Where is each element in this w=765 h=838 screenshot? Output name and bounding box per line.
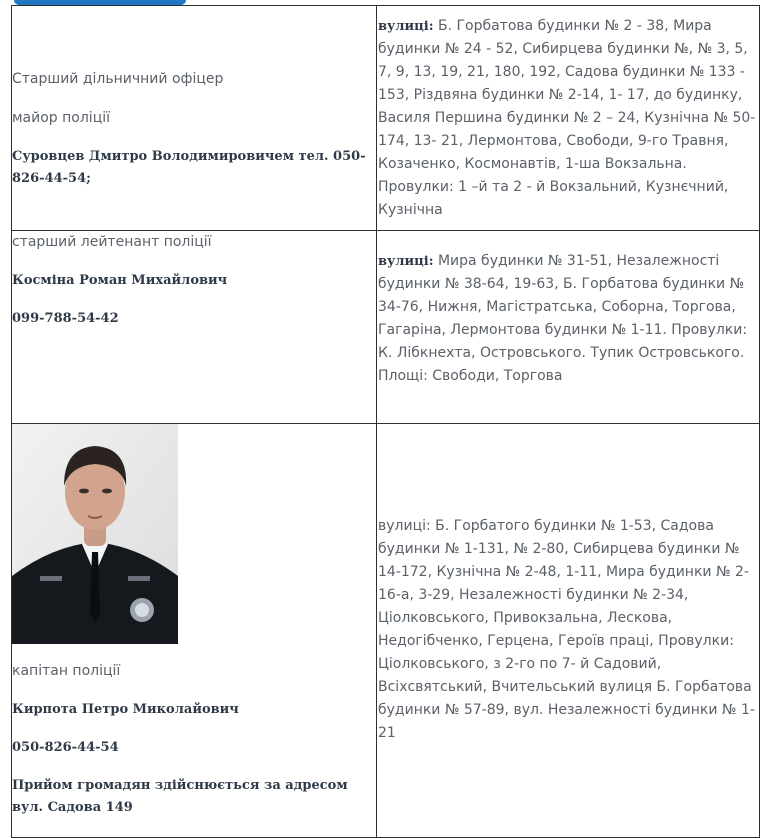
streets-cell — [377, 231, 760, 424]
officers-table — [11, 5, 760, 838]
streets-list: Мира будинки № 31-51, Незалежності будинки № 38-64, 19-63, Б. Горбатова будинки № 34-76, Нижня, Магістратська, Соборна, Торгова, Гагаріна, Лермонтова будинки № 1-11. Провулки: К. Лібкнехта, Островського. Тупик Островського. Площі: Свободи, Торгова — [378, 253, 748, 384]
streets-text: вулиці: Б. Горбатого будинки № 1-53, Садова будинки № 1-131, № 2-80, Сибирцева будинки № 14-172, Кузнічна № 2-48, 1-11, Мира будинки № 2-16-а, 3-29, Незалежності будинки № 2-34, Ціолковського, Привокзальна, Лескова, Недогібченко, Герцена, Героїв праці, Провулки: Ціолковського, з 2-го по 7- й Садовий, Всіхсвятський, Вчительський вулиця Б. Горбатова будинки № 57-89, вул. Незалежності будинки № 1-21 — [378, 517, 755, 741]
table-row — [12, 6, 760, 231]
officer-cell — [12, 6, 377, 231]
reception-note: Прийом громадян здійснюється за адресом вул. Садова 149 — [12, 778, 348, 815]
streets-label: вулиці: — [378, 254, 434, 269]
officer-position: Старший дільничний офіцер — [12, 71, 224, 87]
officer-name-phone: Суровцев Дмитро Володимировичем тел. 050-826-44-54; — [12, 149, 366, 186]
streets-cell — [377, 6, 760, 231]
officer-rank: майор поліції — [12, 110, 111, 126]
officer-rank: капітан поліції — [12, 663, 121, 679]
officer-phone: 099-788-54-42 — [12, 311, 119, 326]
streets-list: Б. Горбатова будинки № 2 - 38, Мира будинки № 24 - 52, Сибирцева будинки №, № 3, 5, 7, 9, 13, 19, 21, 180, 192, Садова будинки № 133 - 153, Різдвяна будинки № 2-14, 1- 17, до будинку, Василя Першина будинки № 2 – 24, Кузнічна № 50-174, 13- 21, Лермонтова, Свободи, 9-го Травня, Козаченко, Космонавтів, 1-ша Вокзальна. Провулки: 1 –й та 2 - й Вокзальний, Кузнєчний, Кузнічна — [378, 17, 756, 218]
streets-text — [377, 15, 759, 222]
streets-cell — [377, 424, 760, 838]
officer-phone: 050-826-44-54 — [12, 740, 119, 755]
officer-name: Кирпота Петро Миколайович — [12, 702, 239, 717]
officer-name: Косміна Роман Михайлович — [12, 273, 228, 288]
officer-photo — [12, 424, 178, 644]
streets-label: вулиці: — [378, 18, 434, 34]
officer-cell — [12, 231, 377, 424]
officer-cell — [12, 424, 377, 838]
table-row — [12, 424, 760, 838]
table-row — [12, 231, 760, 424]
officer-rank: старший лейтенант поліції — [12, 234, 212, 250]
streets-text — [377, 250, 759, 388]
